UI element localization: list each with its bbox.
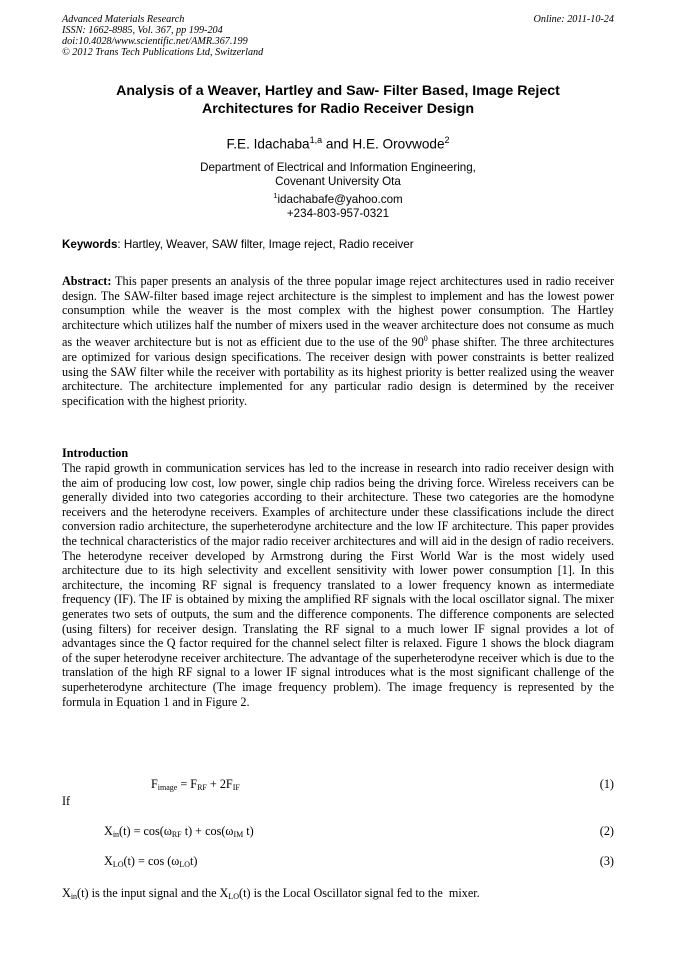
online-date: Online: 2011-10-24 xyxy=(533,14,614,25)
equation-2 xyxy=(104,824,254,842)
abstract xyxy=(62,274,614,408)
authors xyxy=(62,132,614,153)
email-affil-mark: 1 xyxy=(273,191,278,200)
eq1-lhs-sub: image xyxy=(157,783,178,792)
keywords xyxy=(62,238,614,252)
authors-and: and xyxy=(322,136,353,152)
closing-part-2: (t) is the input signal and the X xyxy=(77,886,229,900)
eq2-part-1: X xyxy=(104,824,113,838)
email-line xyxy=(62,189,614,207)
eq1-lhs: F xyxy=(151,777,158,791)
closing-sentence xyxy=(62,886,480,904)
eq3-sub-2: LO xyxy=(179,860,190,869)
if-text: If xyxy=(62,794,71,808)
keywords-label: Keywords xyxy=(62,238,118,251)
closing-sub-1: in xyxy=(70,892,78,901)
equation-2-number: (2) xyxy=(599,824,614,838)
introduction-body: The rapid growth in communication services has led to the increase in research into radio receiver design with the aim of producing low cost, low power, single chip radios being the driving force. Wireless receivers can be generally divided into two categories according to their architecture. These two categories are the homodyne receivers and the heterodyne receivers. Examples of architecture under these classifications include the direct conversion radio architecture, the superheterodyne architecture and the low IF architecture. This paper provides the technical characteristics of the major radio receiver architectures and will aid in the design of radio receivers. The heterodyne receiver developed by Armstrong during the First World War is the most widely used architecture due to its high selectivity and excellent sensitivity with lower power consumption [1]. In this architecture, the incoming RF signal is frequency translated to a lower frequency known as intermediate frequency (IF). The IF is obtained by mixing the amplified RF signals with the local oscillator signal. The mixer generates two sets of outputs, the sum and the difference components. The difference components are selected (using filters) for receiver design. Translating the RF signal to a much lower IF signal provides a lot of advantages since the Q factor required for the channel select filter is relaxed. Figure 1 shows the block diagram of the super heterodyne receiver architecture. The advantage of the superheterodyne receiver which is due to the translation of the high RF signal to a lower IF signal introduces what is the most significant challenge of the superheterodyne architecture (The image frequency problem). The image frequency is represented by the formula in Equation 1 and in Figure 2. xyxy=(62,461,614,709)
eq1-mid-sub: RF xyxy=(197,783,207,792)
equation-1-number: (1) xyxy=(599,777,614,791)
author-1: F.E. Idachaba xyxy=(226,136,310,152)
eq2-part-2: (t) = cos(ω xyxy=(119,824,172,838)
issn-line: ISSN: 1662-8985, Vol. 367, pp 199-204 xyxy=(62,25,223,36)
eq2-part-4: t) xyxy=(243,824,254,838)
title-line-1: Analysis of a Weaver, Hartley and Saw- Filter Based, Image Reject xyxy=(116,83,560,99)
degree-mark: 0 xyxy=(423,334,428,344)
eq2-part-3: t) + cos(ω xyxy=(181,824,234,838)
eq3-part-2: (t) = cos (ω xyxy=(123,854,180,868)
equation-3 xyxy=(104,854,197,872)
eq3-part-1: X xyxy=(104,854,113,868)
journal-header xyxy=(62,14,614,58)
abstract-label: Abstract: xyxy=(62,274,112,288)
phone-number: +234-803-957-0321 xyxy=(286,206,390,220)
department: Department of Electrical and Information Engineering, xyxy=(200,161,476,174)
eq1-mid: = F xyxy=(177,777,198,791)
introduction-heading: Introduction xyxy=(62,446,129,460)
closing-part-1: X xyxy=(62,886,71,900)
equation-1 xyxy=(151,777,240,795)
title-line-2: Architectures for Radio Receiver Design xyxy=(201,101,474,117)
university: Covenant University Ota xyxy=(275,175,401,188)
eq3-sub-1: LO xyxy=(112,860,124,869)
equation-3-number: (3) xyxy=(599,854,614,868)
closing-part-3: (t) is the Local Oscillator signal fed to the mixer. xyxy=(239,886,480,900)
eq2-sub-1: in xyxy=(112,830,120,839)
doi-line: doi:10.4028/www.scientific.net/AMR.367.199 xyxy=(62,36,248,47)
closing-sub-2: LO xyxy=(228,892,240,901)
author-1-affil-mark: 1,a xyxy=(309,135,323,145)
abstract-text-2: phase shifter. The three architectures are optimized for various design specifications. The receiver design with power constraints is better realized using the SAW filter while the receiver with portability as its highest priority is better realized using the weaver architecture. The architecture implemented for any particular radio design is determined by the receiver specification with the highest priority. xyxy=(62,335,614,408)
keywords-text: : Hartley, Weaver, SAW filter, Image reject, Radio receiver xyxy=(117,238,414,251)
author-email: idachabafe@yahoo.com xyxy=(277,192,403,206)
eq2-sub-3: IM xyxy=(233,830,244,839)
eq1-rest: + 2F xyxy=(206,777,233,791)
author-2-affil-mark: 2 xyxy=(444,135,450,145)
eq1-rest-sub: IF xyxy=(232,783,240,792)
affiliation xyxy=(62,161,614,221)
author-2: H.E. Orovwode xyxy=(352,136,445,152)
abstract-text-1: This paper presents an analysis of the three popular image reject architectures used in radio receiver design. The SAW-filter based image reject architecture is the simplest to implement and has the lowest power consumption while the weaver is the most complex with the highest power consumption. The Hartley architecture which utilizes half the number of mixers used in the weaver architecture does not consume as much as the weaver architecture but is not as efficient due to the use of the 90 xyxy=(62,274,614,350)
eq2-sub-2: RF xyxy=(171,830,182,839)
eq3-part-3: t) xyxy=(190,854,198,868)
paper-title xyxy=(62,82,614,118)
copyright-line: © 2012 Trans Tech Publications Ltd, Switzerland xyxy=(62,47,264,58)
journal-name: Advanced Materials Research xyxy=(62,14,185,25)
